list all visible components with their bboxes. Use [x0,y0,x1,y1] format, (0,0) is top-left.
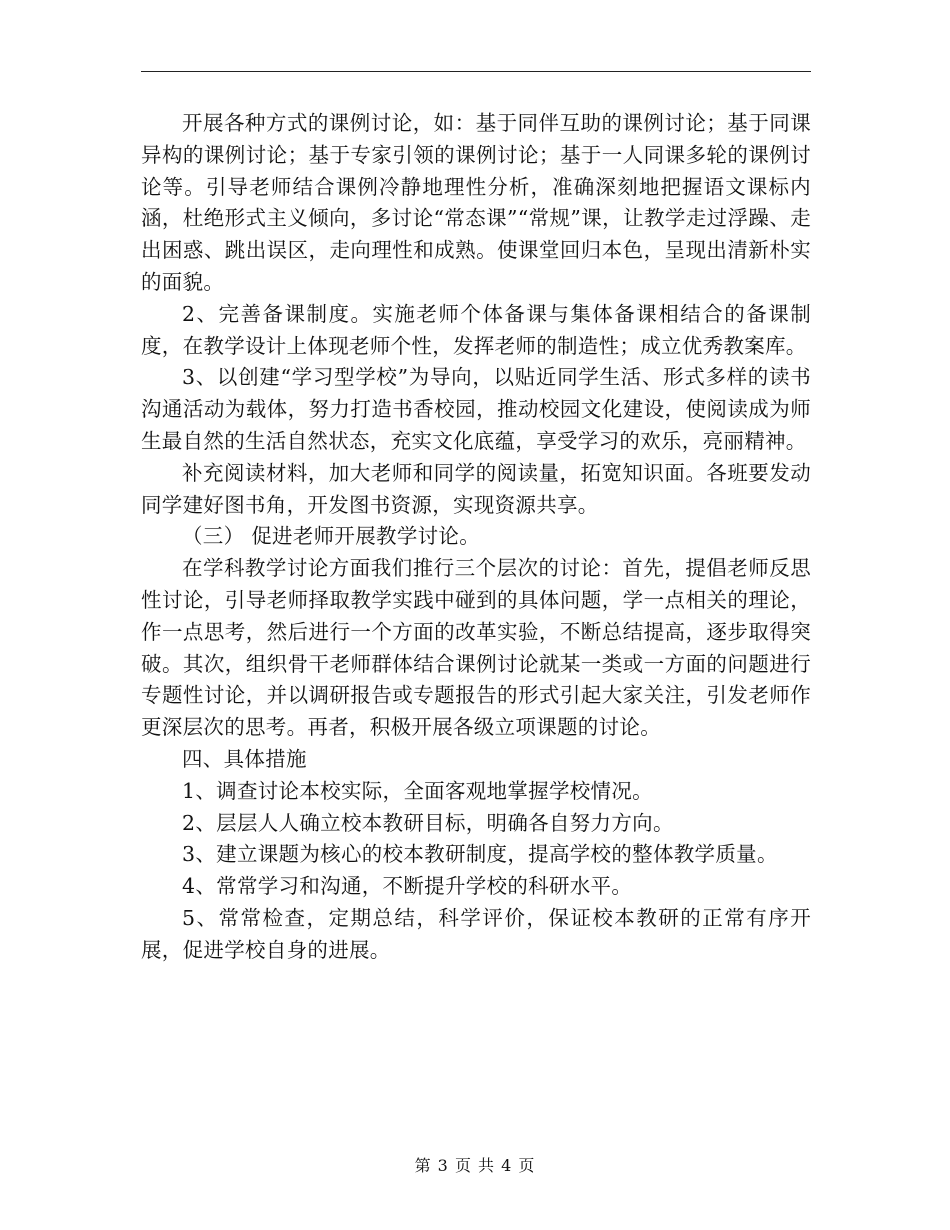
header-rule [141,71,811,72]
measure-item-5: 5、常常检查，定期总结，科学评价，保证校本教研的正常有序开展，促进学校自身的进展。 [141,905,811,962]
paragraph-lesson-planning: 2、完善备课制度。实施老师个体备课与集体备课相结合的备课制度，在教学设计上体现老师个性，发挥老师的制造性；成立优秀教案库。 [141,301,811,358]
paragraph-learning-school: 3、以创建“学习型学校”为导向，以贴近同学生活、形式多样的读书沟通活动为载体，努力打造书香校园，推动校园文化建设，使阅读成为师生最自然的生活自然状态，充实文化底蕴，享受学习的欢乐，亮丽精神。 [141,365,811,453]
measure-item-3: 3、建立课题为核心的校本教研制度，提高学校的整体教学质量。 [182,842,778,867]
document-body [141,108,811,967]
paragraph-teaching-research: 在学科教学讨论方面我们推行三个层次的讨论：首先，提倡老师反思性讨论，引导老师择取教学实践中碰到的具体问题，学一点相关的理论，作一点思考，然后进行一个方面的改革实验，不断总结提高，逐步取得突破。其次，组织骨干老师群体结合课例讨论就某一类或一方面的问题进行专题性讨论，并以调研报告或专题报告的形式引起大家关注，引发老师作更深层次的思考。再者，积极开展各级立项课题的讨论。 [141,556,811,740]
section-heading-measures: 四、具体措施 [182,746,307,771]
paragraph-reading-materials: 补充阅读材料，加大老师和同学的阅读量，拓宽知识面。各班要发动同学建好图书角，开发图书资源，实现资源共享。 [141,460,811,517]
paragraph-case-study-discussion: 开展各种方式的课例讨论，如：基于同伴互助的课例讨论；基于同课异构的课例讨论；基于专家引领的课例讨论；基于一人同课多轮的课例讨论等。引导老师结合课例冷静地理性分析，准确深刻地把握语文课标内涵，杜绝形式主义倾向，多讨论“常态课”“常规”课，让教学走过浮躁、走出困惑、跳出误区，走向理性和成熟。使课堂回归本色，呈现出清新朴实的面貌。 [141,111,811,294]
measure-item-1: 1、调查讨论本校实际，全面客观地掌握学校情况。 [182,778,653,803]
measure-item-4: 4、常常学习和沟通，不断提升学校的科研水平。 [182,874,633,899]
section-heading-three: （三） 促进老师开展教学讨论。 [182,524,481,549]
page-number-footer: 第 3 页 共 4 页 [414,1156,536,1175]
measure-item-2: 2、层层人人确立校本教研目标，明确各自努力方向。 [182,810,674,835]
